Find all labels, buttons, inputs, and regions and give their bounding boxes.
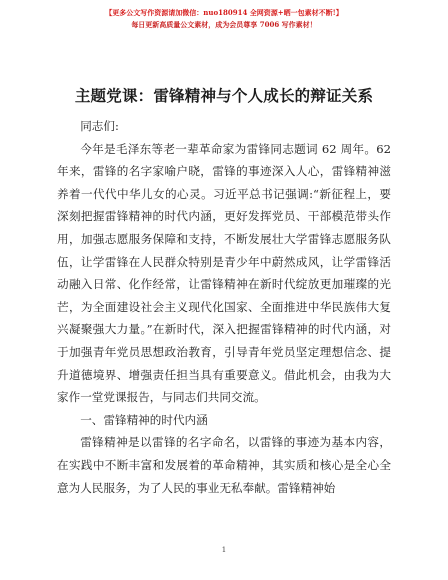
document-title: 主题党课：雷锋精神与个人成长的辩证关系 — [74, 86, 374, 105]
salutation: 同志们: — [80, 119, 119, 133]
page-number: 1 — [221, 546, 227, 554]
paragraph-1: 今年是毛泽东等老一辈革命家为雷锋同志题词 62 周年。62 年来，雷锋的名字家喻户晓，雷锋的事迹深入人心，雷锋精神滋养着一代代中华儿女的心灵。习近平总书记强调:“新征程上，要深刻把握雷锋精神的时代内涵，更好发挥党员、干部模范带头作用，加强志愿服务保障和支持，不断发展壮大学雷锋志愿服务队伍，让学雷锋在人民群众特别是青少年中蔚然成风，让学雷锋活动融入日常、化作经常，让雷锋精神在新时代绽放更加璀璨的光芒，为全面建设社会主义现代化国家、全面推进中华民族伟大复兴凝聚强大力量。”在新时代，深入把握雷锋精神的时代内涵，对于加强青年党员思想政治教育，引导青年党员坚定理想信念、提升道德境界、增强责任担当具有重要意义。借此机会，由我为大家作一堂党课报告，与同志们共同交流。 — [57, 141, 391, 405]
promo-banner-line-1: 【更多公文写作资源请加微信：nuo180914 全网资源+晒一包素材不断!】 — [105, 8, 343, 17]
promo-banner — [0, 7, 448, 31]
paragraph-2: 雷锋精神是以雷锋的名字命名，以雷锋的事迹为基本内容，在实践中不断丰富和发展着的革命精神，其实质和核心是全心全意为人民服务，为了人民的事业无私奉献。雷锋精神始 — [57, 435, 391, 495]
promo-banner-line-2: 每日更新高质量公文素材，成为会员尊享 7006 写作素材！ — [131, 20, 317, 29]
section-heading: 一、雷锋精神的时代内涵 — [80, 412, 208, 427]
document-body — [57, 115, 391, 499]
